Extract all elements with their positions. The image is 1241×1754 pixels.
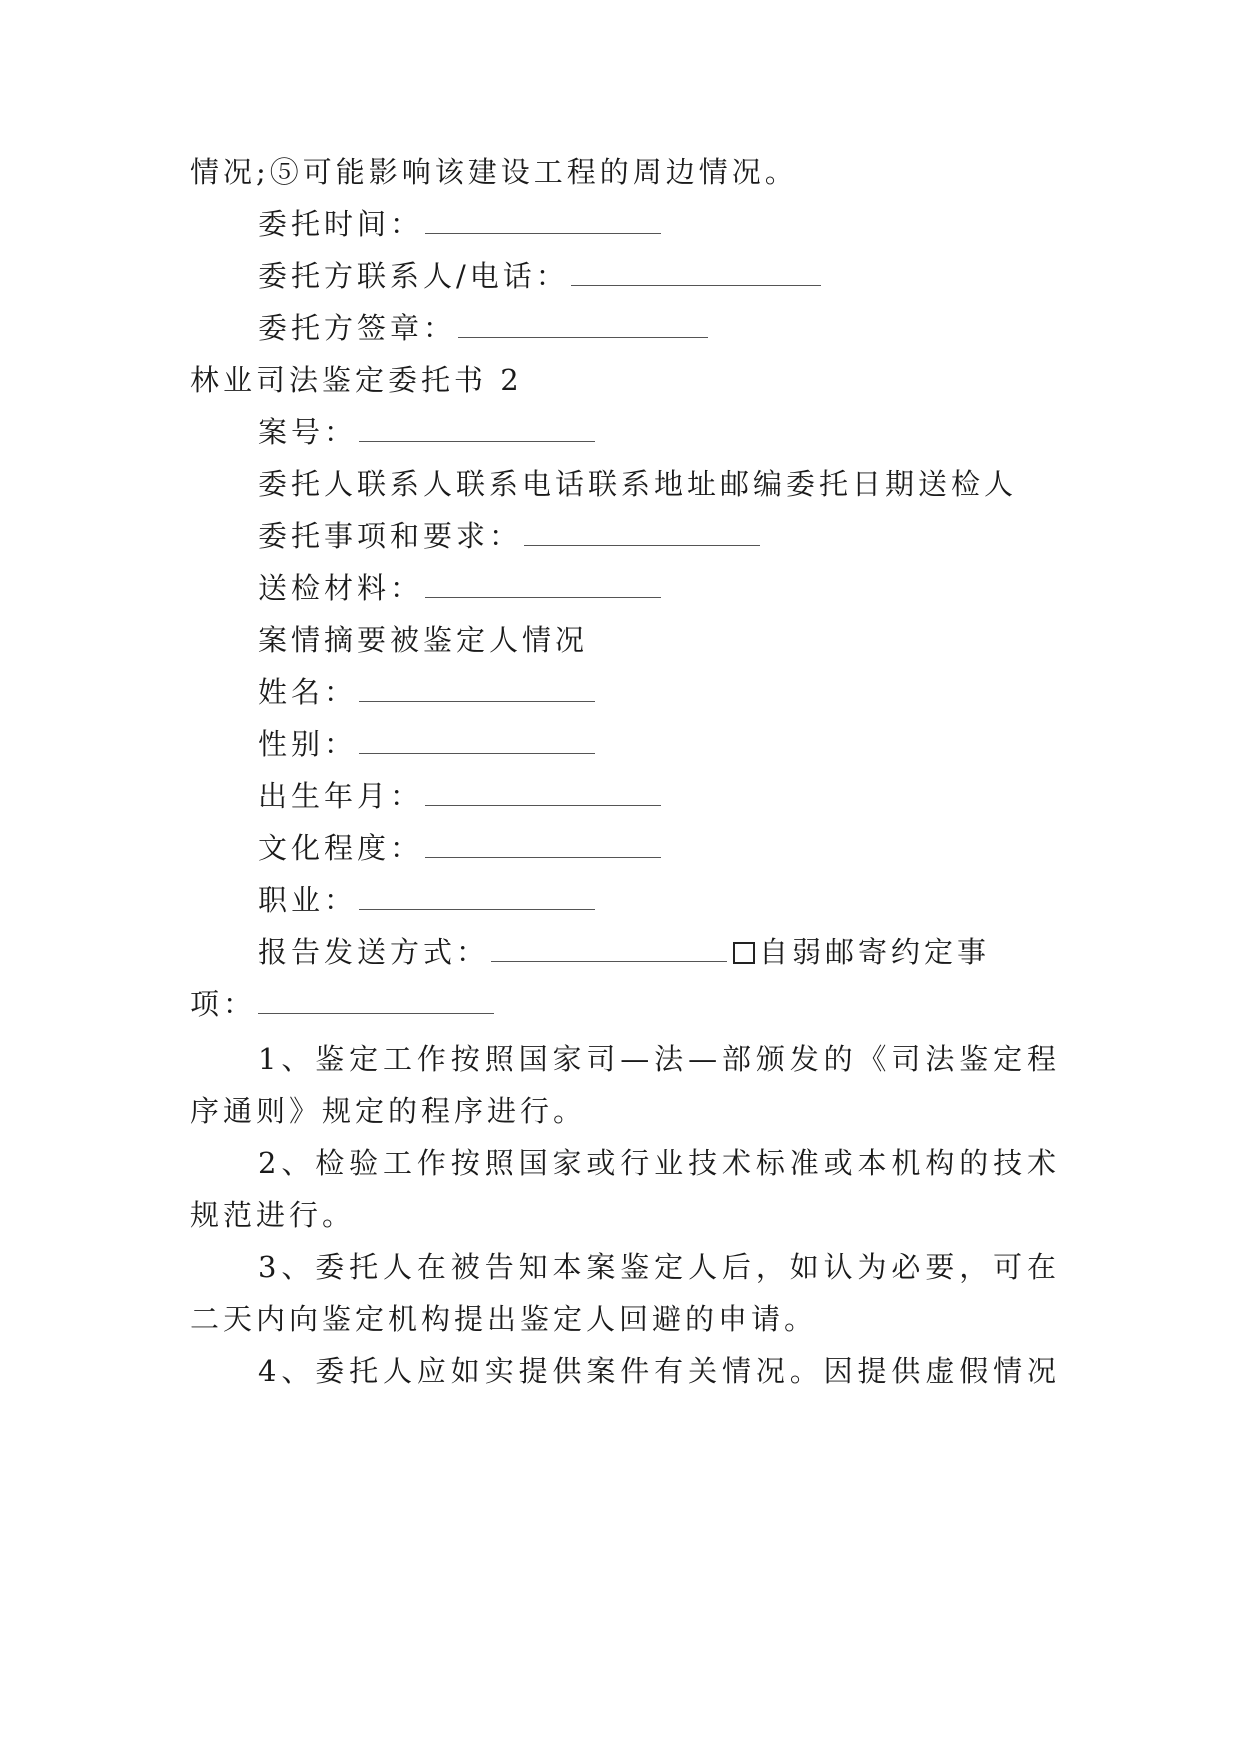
text-line: 情况;⑤可能影响该建设工程的周边情况。 xyxy=(190,155,798,189)
section-title: 林业司法鉴定委托书 2 xyxy=(190,363,523,397)
delivery-option-text: 自弱邮寄约定事 xyxy=(759,935,991,969)
gender-blank xyxy=(359,725,595,754)
birth-blank xyxy=(425,777,661,806)
paragraph-1-line-1: 1、鉴定工作按照国家司—法—部颁发的《司法鉴定程 xyxy=(258,1042,1056,1076)
occupation-row xyxy=(258,880,595,920)
education-blank xyxy=(425,829,661,858)
materials-blank xyxy=(425,569,661,598)
education-label: 文化程度： xyxy=(258,831,424,865)
contact-phone-label: 委托方联系人/电话： xyxy=(258,259,569,293)
commission-time-blank xyxy=(425,205,661,234)
paragraph-2-line-1: 2、检验工作按照国家或行业技术标准或本机构的技术 xyxy=(258,1146,1056,1180)
delivery-method-blank xyxy=(491,933,727,962)
agreed-items-blank xyxy=(258,985,494,1014)
signature-row xyxy=(258,308,708,348)
birth-label: 出生年月： xyxy=(258,779,424,813)
commission-time-label: 委托时间： xyxy=(258,207,424,241)
name-blank xyxy=(359,673,595,702)
paragraph-2-line-2: 规范进行。 xyxy=(190,1198,356,1232)
agreed-items-label: 项： xyxy=(190,987,257,1021)
text-line: 委托人联系人联系电话联系地址邮编委托日期送检人 xyxy=(258,467,1018,501)
education-row xyxy=(258,828,661,868)
case-number-row xyxy=(258,412,595,452)
case-number-label: 案号： xyxy=(258,415,358,449)
delivery-method-row xyxy=(258,932,990,972)
text-line: 案情摘要被鉴定人情况 xyxy=(258,623,589,657)
requirements-blank xyxy=(524,517,760,546)
gender-label: 性别： xyxy=(258,727,358,761)
signature-label: 委托方签章： xyxy=(258,311,457,345)
paragraph-1-line-2: 序通则》规定的程序进行。 xyxy=(190,1094,587,1128)
name-row xyxy=(258,672,595,712)
requirements-label: 委托事项和要求： xyxy=(258,519,523,553)
occupation-blank xyxy=(359,881,595,910)
materials-row xyxy=(258,568,661,608)
contact-phone-row xyxy=(258,256,821,296)
checkbox-icon xyxy=(733,942,755,964)
gender-row xyxy=(258,724,595,764)
materials-label: 送检材料： xyxy=(258,571,424,605)
signature-blank xyxy=(458,309,708,338)
commission-time-row xyxy=(258,204,661,244)
birth-row xyxy=(258,776,661,816)
paragraph-4-line-1: 4、委托人应如实提供案件有关情况。因提供虚假情况 xyxy=(258,1354,1056,1388)
agreed-items-row xyxy=(190,984,494,1024)
paragraph-3-line-1: 3、委托人在被告知本案鉴定人后，如认为必要，可在 xyxy=(258,1250,1056,1284)
contact-phone-blank xyxy=(571,257,821,286)
paragraph-3-line-2: 二天内向鉴定机构提出鉴定人回避的申请。 xyxy=(190,1302,818,1336)
delivery-method-label: 报告发送方式： xyxy=(258,935,490,969)
name-label: 姓名： xyxy=(258,675,358,709)
requirements-row xyxy=(258,516,760,556)
occupation-label: 职业： xyxy=(258,883,358,917)
case-number-blank xyxy=(359,413,595,442)
